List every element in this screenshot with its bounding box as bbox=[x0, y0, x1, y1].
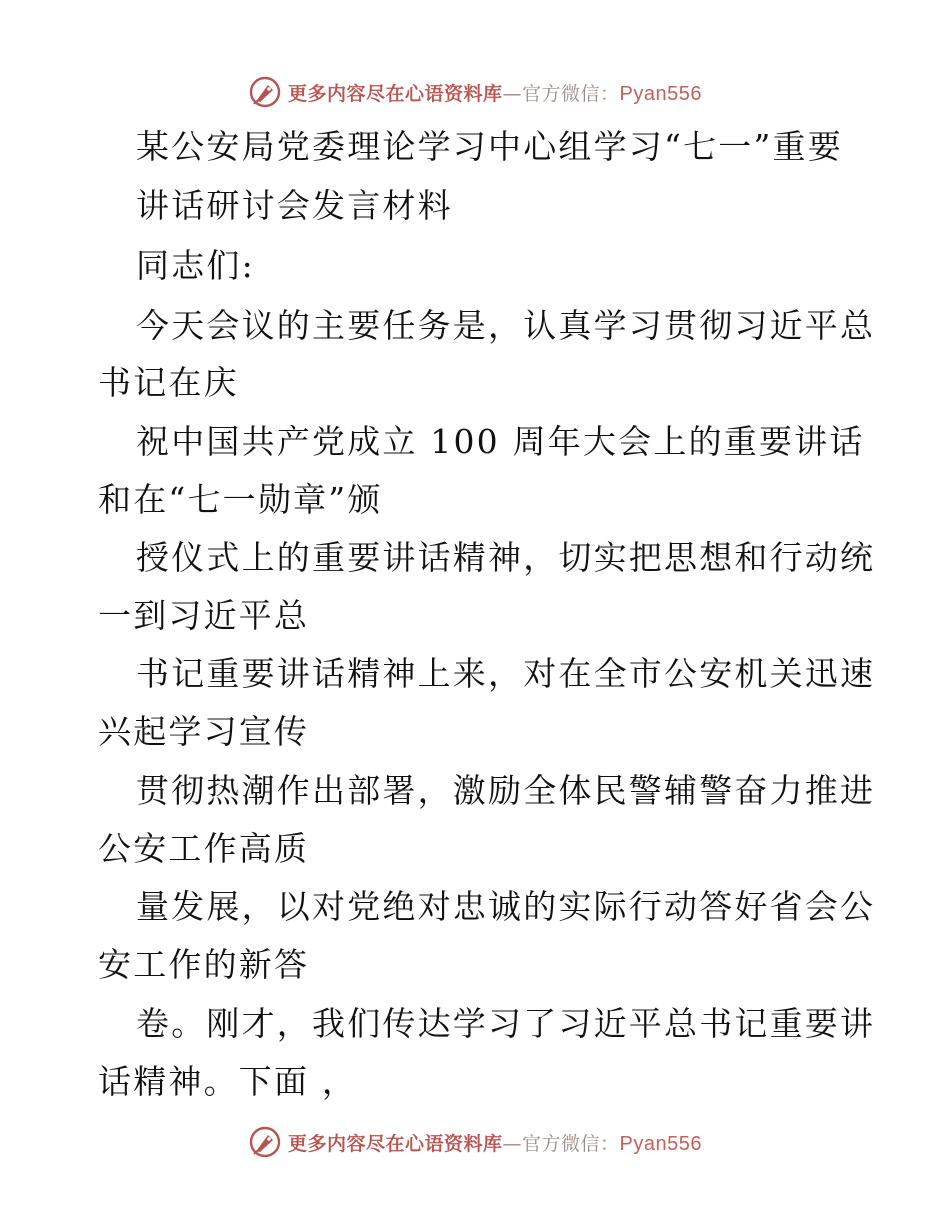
watermark-label: 官方微信： bbox=[522, 82, 620, 105]
paragraph-line: 书记重要讲话精神上来，对在全市公安机关迅速 bbox=[136, 654, 876, 693]
document-title-line-1: 某公安局党委理论学习中心组学习“七一”重要 bbox=[136, 127, 843, 166]
watermark-wechat-id: Pyan556 bbox=[619, 1132, 702, 1155]
paragraph-line: 授仪式上的重要讲话精神，切实把思想和行动统 bbox=[136, 538, 876, 577]
paragraph-line: 兴起学习宣传 bbox=[98, 712, 310, 751]
paragraph-line: 公安工作高质 bbox=[98, 829, 310, 868]
document-title-line-2: 讲话研讨会发言材料 bbox=[136, 186, 453, 225]
watermark-site-text: 更多内容尽在心语资料库 bbox=[288, 1132, 503, 1155]
paragraph-line: 话精神。下面 ， bbox=[98, 1062, 358, 1101]
paragraph-line: 贯彻热潮作出部署，激励全体民警辅警奋力推进 bbox=[136, 771, 876, 810]
paragraph-line: 今天会议的主要任务是，认真学习贯彻习近平总 bbox=[136, 306, 876, 345]
watermark-site-text: 更多内容尽在心语资料库 bbox=[288, 82, 503, 105]
paragraph-line: 和在“七一勋章”颁 bbox=[98, 480, 383, 519]
watermark-dash: — bbox=[502, 1132, 523, 1155]
paragraph-line: 量发展，以对党绝对忠诚的实际行动答好省会公 bbox=[136, 887, 876, 926]
watermark-dash: — bbox=[502, 82, 523, 105]
paragraph-line: 祝中国共产党成立 100 周年大会上的重要讲话 bbox=[136, 422, 865, 461]
header-watermark bbox=[0, 72, 950, 112]
paragraph-line: 安工作的新答 bbox=[98, 945, 310, 984]
salutation: 同志们: bbox=[136, 246, 255, 285]
paragraph-line: 书记在庆 bbox=[98, 363, 239, 402]
watermark-wechat-id: Pyan556 bbox=[619, 82, 702, 105]
pen-nib-logo-icon bbox=[248, 75, 282, 109]
pen-nib-logo-icon bbox=[248, 1125, 282, 1159]
watermark-label: 官方微信： bbox=[522, 1132, 620, 1155]
paragraph-line: 一到习近平总 bbox=[98, 596, 310, 635]
paragraph-line: 卷。刚才，我们传达学习了习近平总书记重要讲 bbox=[136, 1004, 876, 1043]
footer-watermark bbox=[0, 1122, 950, 1162]
